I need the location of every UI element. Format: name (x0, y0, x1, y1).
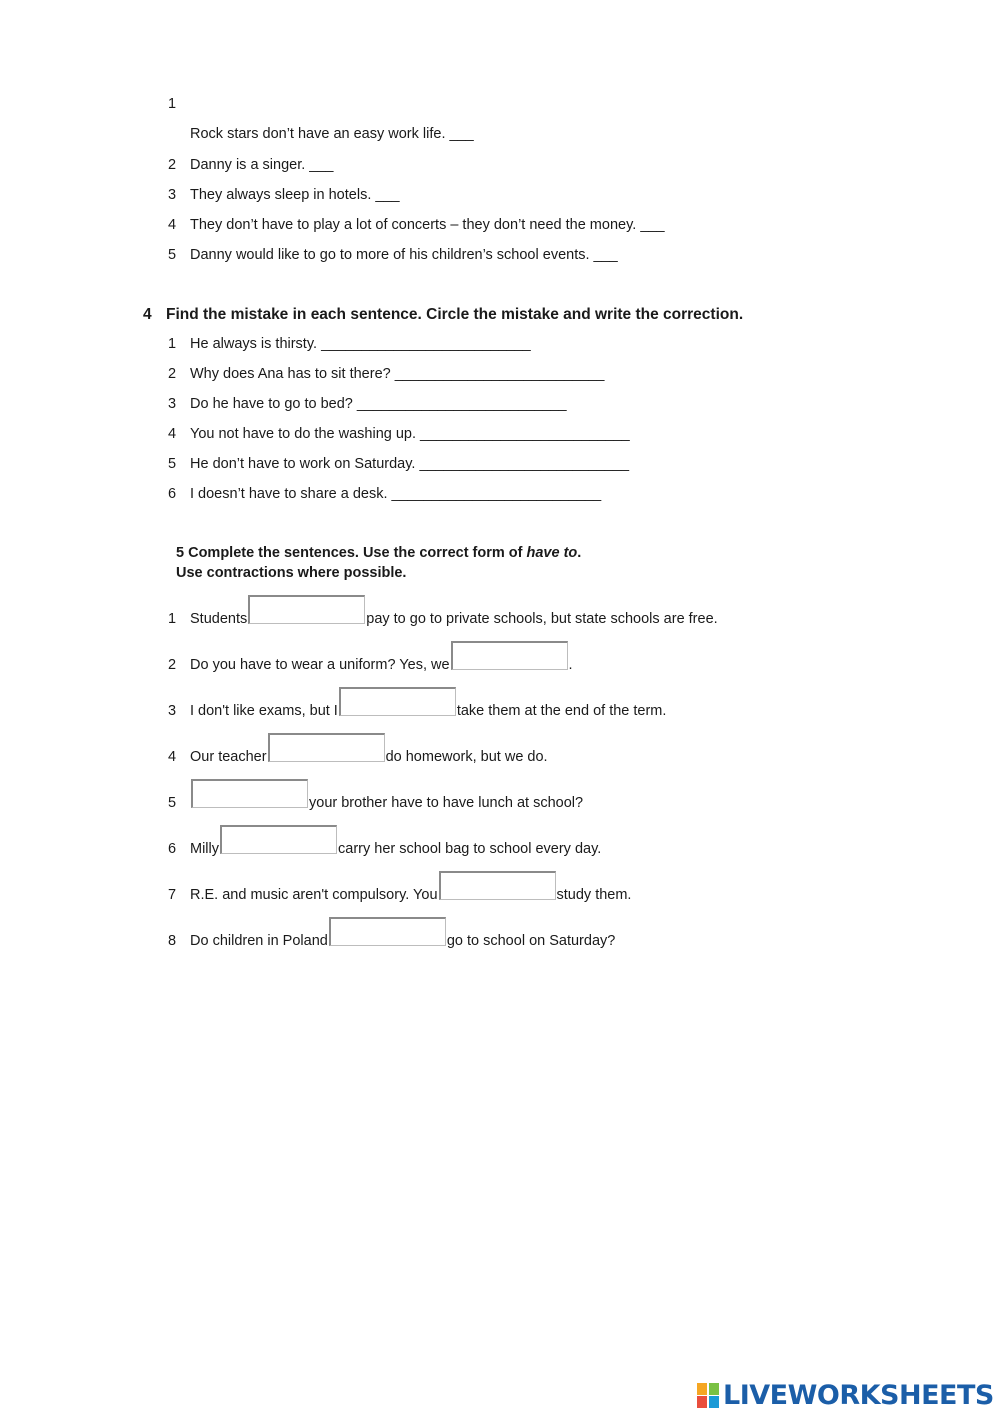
q4-item-6-number: 6 (168, 486, 177, 502)
q5-item-2 (168, 643, 573, 673)
q5-item-2-answer-input[interactable] (451, 641, 568, 670)
q5-heading (176, 543, 581, 583)
q5-heading-emphasis: have to (526, 545, 578, 561)
q5-item-8-before: Do children in Poland (190, 933, 328, 949)
q5-item-6-number: 6 (168, 841, 177, 857)
q4-item-2-text: Why does Ana has to sit there? __________________________ (190, 366, 605, 382)
q3-item-5-text: Danny would like to go to more of his children’s school events. ___ (190, 247, 618, 263)
q3-item-3-text: They always sleep in hotels. ___ (190, 187, 400, 203)
q5-item-5-number: 5 (168, 795, 177, 811)
q4-item-3-number: 3 (168, 396, 177, 412)
q5-item-4-number: 4 (168, 749, 177, 765)
q5-item-3 (168, 689, 666, 719)
q5-item-1-before: Students (190, 611, 248, 627)
q5-item-1-after: pay to go to private schools, but state schools are free. (366, 611, 718, 627)
q5-item-4-before: Our teacher (190, 749, 267, 765)
q5-item-8-after: go to school on Saturday? (446, 933, 616, 949)
q5-heading-line2: Use contractions where possible. (176, 565, 407, 581)
q3-item-5-number: 5 (168, 247, 177, 263)
q5-item-6-after: carry her school bag to school every day. (338, 841, 602, 857)
q5-item-3-after: take them at the end of the term. (456, 703, 667, 719)
q3-item-3-number: 3 (168, 187, 177, 203)
q4-item-5-number: 5 (168, 456, 177, 472)
q4-item-1-number: 1 (168, 336, 177, 352)
q5-item-6-answer-input[interactable] (220, 825, 337, 854)
q4-item-1-text: He always is thirsty. __________________________ (190, 336, 531, 352)
q5-item-8-answer-input[interactable] (329, 917, 446, 946)
q5-item-5 (168, 781, 583, 811)
logo-text: LIVEWORKSHEETS (723, 1379, 994, 1411)
q5-item-3-before: I don't like exams, but I (190, 703, 338, 719)
q5-item-3-number: 3 (168, 703, 177, 719)
q3-item-1-number: 1 (168, 96, 177, 112)
q5-item-2-after: . (568, 657, 573, 673)
q5-item-3-answer-input[interactable] (339, 687, 456, 716)
q3-item-1-text: Rock stars don’t have an easy work life. ___ (190, 126, 474, 142)
q4-item-4-text: You not have to do the washing up. __________________________ (190, 426, 630, 442)
q4-item-2-number: 2 (168, 366, 177, 382)
q3-item-2-text: Danny is a singer. ___ (190, 157, 334, 173)
q5-item-4-answer-input[interactable] (268, 733, 385, 762)
q4-heading: Find the mistake in each sentence. Circle the mistake and write the correction. (166, 306, 744, 323)
q3-item-4-text: They don’t have to play a lot of concerts – they don’t need the money. ___ (190, 217, 665, 233)
q5-item-1-number: 1 (168, 611, 177, 627)
q5-item-2-before: Do you have to wear a uniform? Yes, we (190, 657, 450, 673)
q5-item-1-answer-input[interactable] (248, 595, 365, 624)
q4-item-4-number: 4 (168, 426, 177, 442)
liveworksheets-logo[interactable] (697, 1378, 994, 1412)
q5-item-7-before: R.E. and music aren't compulsory. You (190, 887, 438, 903)
q5-item-6 (168, 827, 601, 857)
q5-item-5-after: your brother have to have lunch at school? (309, 795, 584, 811)
q5-item-4 (168, 735, 548, 765)
q5-heading-pre: 5 Complete the sentences. Use the correct form of (176, 545, 527, 561)
q5-item-7-answer-input[interactable] (439, 871, 556, 900)
q5-item-4-after: do homework, but we do. (385, 749, 548, 765)
q4-number: 4 (143, 306, 152, 323)
q5-item-8-number: 8 (168, 933, 177, 949)
q5-item-7-number: 7 (168, 887, 177, 903)
q5-item-2-number: 2 (168, 657, 177, 673)
q4-item-3-text: Do he have to go to bed? __________________________ (190, 396, 567, 412)
q5-item-6-before: Milly (190, 841, 219, 857)
q5-item-1 (168, 597, 718, 627)
q5-item-7-after: study them. (556, 887, 632, 903)
q4-item-6-text: I doesn’t have to share a desk. __________________________ (190, 486, 602, 502)
logo-squares-icon (697, 1381, 721, 1409)
q3-item-2-number: 2 (168, 157, 177, 173)
q4-item-5-text: He don’t have to work on Saturday. __________________________ (190, 456, 630, 472)
q5-item-7 (168, 873, 631, 903)
q5-item-8 (168, 919, 615, 949)
q3-item-4-number: 4 (168, 217, 177, 233)
q5-heading-post: . (577, 545, 582, 561)
q5-item-5-answer-input[interactable] (191, 779, 308, 808)
